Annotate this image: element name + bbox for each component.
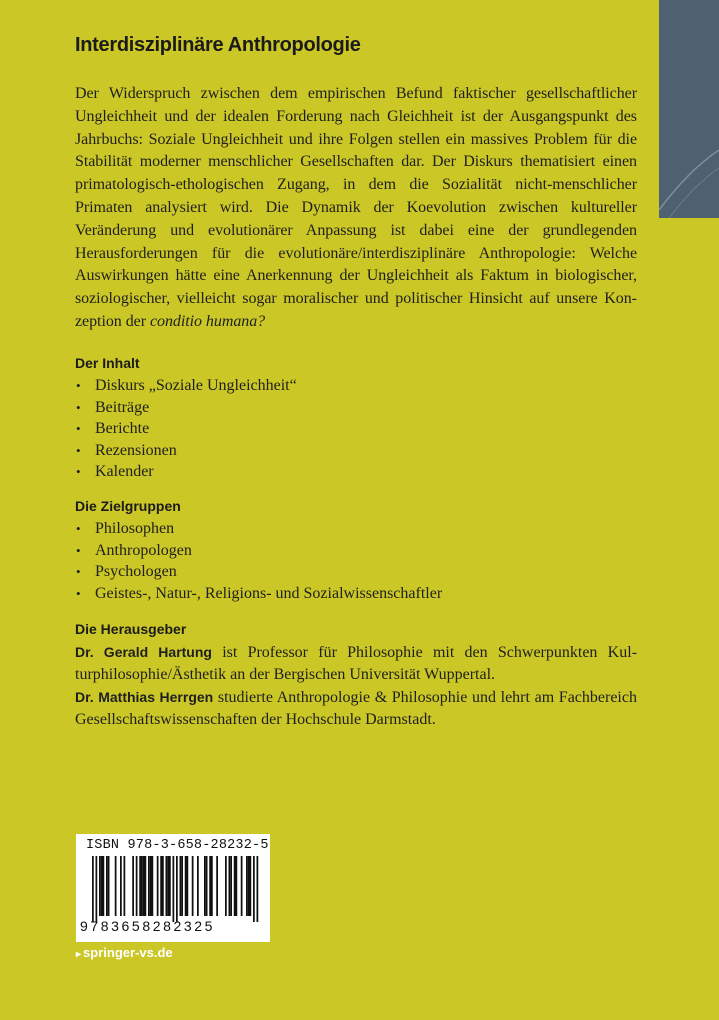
contents-heading: Der Inhalt	[75, 355, 140, 371]
barcode-bar	[253, 856, 255, 922]
audience-list	[75, 518, 442, 604]
barcode-bar	[92, 856, 94, 922]
barcode-bar	[162, 856, 164, 916]
barcode-bar	[152, 856, 154, 916]
barcode-bar	[176, 856, 178, 922]
description-emphasis: conditio humana?	[149, 312, 266, 330]
audience-heading: Die Zielgruppen	[75, 498, 181, 514]
editor-name: Dr. Gerald Hartung	[75, 644, 212, 660]
list-item: • Philosophen	[76, 520, 175, 537]
publisher-link[interactable]	[76, 945, 173, 960]
barcode-bar	[167, 856, 169, 916]
barcode-bar	[204, 856, 206, 916]
barcode-bar	[187, 856, 189, 916]
barcode-bar	[145, 856, 147, 916]
barcode-bar	[106, 856, 108, 916]
corner-graphic	[659, 0, 719, 218]
barcode-bar	[124, 856, 126, 916]
barcode-bar	[96, 856, 98, 922]
barcode-bar	[173, 856, 175, 922]
barcode-bar	[225, 856, 227, 916]
barcode-bar	[250, 856, 252, 916]
list-item: • Diskurs „Soziale Ungleichheit“	[76, 377, 297, 394]
barcode-bar	[185, 856, 187, 916]
barcode-bar	[169, 856, 171, 916]
barcode-bar	[246, 856, 248, 916]
barcode-bar	[248, 856, 250, 916]
barcode-bar	[120, 856, 122, 916]
barcode-bar	[236, 856, 238, 916]
list-item: • Psychologen	[76, 563, 177, 580]
barcode-bar	[211, 856, 213, 916]
barcode	[76, 834, 270, 942]
barcode-bar	[136, 856, 138, 916]
barcode-bar	[101, 856, 103, 916]
description-paragraph	[75, 83, 637, 334]
barcode-bar	[230, 856, 232, 916]
isbn-label: ISBN 978-3-658-28232-5	[86, 838, 269, 853]
barcode-bar	[139, 856, 141, 916]
editors-heading: Die Herausgeber	[75, 621, 187, 637]
barcode-bar	[160, 856, 162, 916]
description-text: Der Widerspruch zwischen dem empirischen Befund faktischer gesellschaftlicher Ungleichheit und der idealen Forderung nach Gleichheit ist der Ausgangspunkt des Jahrbuchs: Soziale Ungleichheit und ihre Folgen stellen ein massives Problem für die Stabilität moderner menschlicher Gesellschaften dar. Der Diskurs thematisiert einen primatologisch-ethologischen Zugang, in dem die Sozialität nicht-menschlicher Primaten analysiert wird. Die Dynamik der Koevolution zwischen kultureller Veränderung und evolutionärer Anpassung ist dabei eine der grundlegenden Herausforderungen für die evolutionäre/interdisziplinäre Anthropologie: Welche Auswirkungen hätte eine Anerkennung der Ungleichheit als Faktum in biologischer, soziologischer, vielleicht sogar moralischer und politischer Hinsicht auf unsere Konzeption der	[75, 85, 637, 330]
barcode-bar	[181, 856, 183, 916]
barcode-bar	[206, 856, 208, 916]
editor-name: Dr. Matthias Herrgen	[75, 689, 214, 705]
barcode-bar	[234, 856, 236, 916]
editor-entry	[75, 686, 637, 731]
editor-bio: ist Professor für Philosophie mit den Schwerpunkten Kulturphilosophie/Ästhetik an der Bergischen Universität Wuppertal.	[75, 644, 638, 683]
barcode-bar	[141, 856, 143, 916]
barcode-bar	[216, 856, 218, 916]
arrow-icon: ▸	[76, 949, 82, 960]
barcode-bar	[108, 856, 110, 916]
contents-list	[75, 375, 297, 483]
list-item: • Rezensionen	[76, 441, 177, 459]
barcode-bar	[166, 856, 168, 916]
editors-section	[75, 641, 637, 731]
barcode-bar	[241, 856, 243, 916]
barcode-bar	[209, 856, 211, 916]
barcode-bar	[143, 856, 145, 916]
barcode-bar	[148, 856, 150, 916]
barcode-bar	[99, 856, 101, 916]
barcode-bar	[103, 856, 105, 916]
barcode-digits: 9783658282325	[80, 918, 216, 934]
editor-bio: studierte Anthropologie & Philosophie und lehrt am Fachbereich Gesellschaftswissenschaften der Hochschule Darmstadt.	[75, 689, 637, 728]
barcode-bar	[180, 856, 182, 916]
barcode-bar	[229, 856, 231, 916]
barcode-bar	[257, 856, 259, 922]
list-item: • Beiträge	[76, 398, 150, 416]
list-item: • Geistes-, Natur-, Religions- und Sozialwissenschaftler	[76, 584, 443, 602]
list-item: • Kalender	[76, 463, 154, 480]
editor-entry	[75, 641, 637, 686]
barcode-bar	[132, 856, 134, 916]
barcode-bar	[192, 856, 194, 916]
page-title: Interdisziplinäre Anthropologie	[75, 34, 361, 56]
list-item: • Anthropologen	[76, 541, 192, 559]
barcode-bar	[197, 856, 199, 916]
list-item: • Berichte	[76, 420, 150, 437]
barcode-bar	[157, 856, 159, 916]
barcode-bar	[150, 856, 152, 916]
barcode-bar	[115, 856, 117, 916]
publisher-link-text: springer-vs.de	[83, 945, 173, 960]
